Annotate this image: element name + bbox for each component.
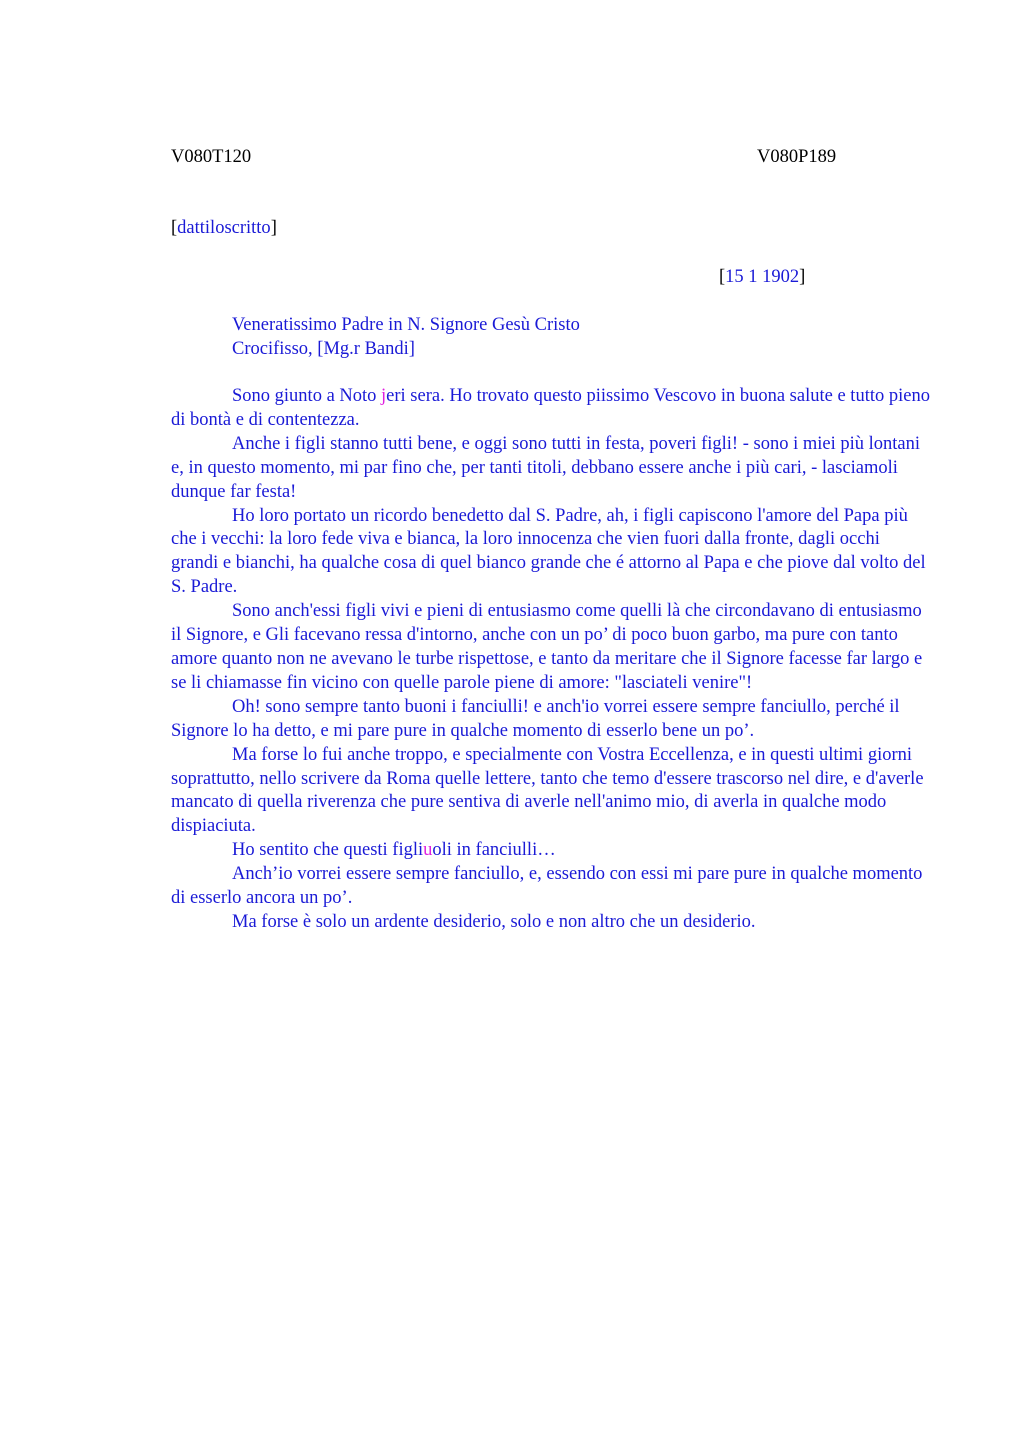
paragraph: Ho loro portato un ricordo benedetto dal S. Padre, ah, i figli capiscono l'amore del Papa più che i vecchi: la loro fede viva e bianca, la loro innocenza che vien fuori dalla fronte, dagli occhi grandi e bianchi, ha qualche cosa di quel bianco grande che é attorno al Papa e che piove dal volto del S. Padre. bbox=[171, 505, 926, 598]
document-type-label: dattiloscritto bbox=[177, 218, 271, 238]
bracket-open: [ bbox=[719, 267, 726, 287]
paragraph: Ho sentito che questi figliuoli in fanciulli… bbox=[232, 840, 556, 861]
bracket-close: ] bbox=[270, 218, 277, 238]
document-code-left: V080T120 bbox=[171, 147, 252, 167]
correction-mark: j bbox=[381, 386, 387, 406]
paragraph: Anch’io vorrei essere sempre fanciullo, e, essendo con essi mi pare pure in qualche momento di esserlo ancora un po’. bbox=[171, 864, 923, 909]
paragraph: Oh! sono sempre tanto buoni i fanciulli! e anch'io vorrei essere sempre fanciullo, perché il Signore lo ha detto, e mi pare pure in qualche momento di esserlo bene un po’. bbox=[171, 696, 900, 741]
correction-mark: u bbox=[423, 840, 433, 861]
paragraph: Ma forse è solo un ardente desiderio, solo e non altro che un desiderio. bbox=[232, 911, 756, 932]
bracket-close: ] bbox=[799, 267, 806, 287]
paragraph: Ma forse lo fui anche troppo, e specialmente con Vostra Eccellenza, e in questi ultimi giorni soprattutto, nello scrivere da Roma quelle lettere, tanto che temo d'essere trascorso nel dire, e d'averle mancato di quella riverenza che pure sentiva di averle nell'animo mio, di averla in qualche modo dispiaciuta. bbox=[171, 744, 924, 837]
salutation bbox=[232, 313, 580, 361]
bracket-open: [ bbox=[171, 218, 178, 238]
paragraph: Sono giunto a Noto jeri sera. Ho trovato questo piissimo Vescovo in buona salute e tutto pieno di bontà e di contentezza. bbox=[171, 386, 930, 430]
date-value: 15 1 1902 bbox=[725, 267, 800, 287]
paragraph: Anche i figli stanno tutti bene, e oggi sono tutti in festa, poveri figli! - sono i miei più lontani e, in questo momento, mi par fino che, per tanti titoli, debbano essere anche i più cari, - lasciamoli dunque far festa! bbox=[171, 433, 920, 502]
salutation-line-1: Veneratissimo Padre in N. Signore Gesù Cristo bbox=[232, 315, 580, 335]
salutation-line-2: Crocifisso, [Mg.r Bandi] bbox=[232, 339, 415, 359]
letter-date bbox=[719, 267, 805, 288]
letter-body bbox=[171, 385, 931, 935]
document-type-note bbox=[171, 218, 277, 239]
paragraph: Sono anch'essi figli vivi e pieni di entusiasmo come quelli là che circondavano di entusiasmo il Signore, e Gli facevano ressa d'intorno, anche con un po’ di poco buon garbo, ma pure con tanto amore quanto non ne avevano le turbe rispettose, e tanto da meritare che il Signore facesse far largo e se li chiamasse fin vicino con quelle parole piene di amore: "lasciateli venire"! bbox=[171, 601, 923, 693]
document-code-right: V080P189 bbox=[757, 147, 837, 167]
